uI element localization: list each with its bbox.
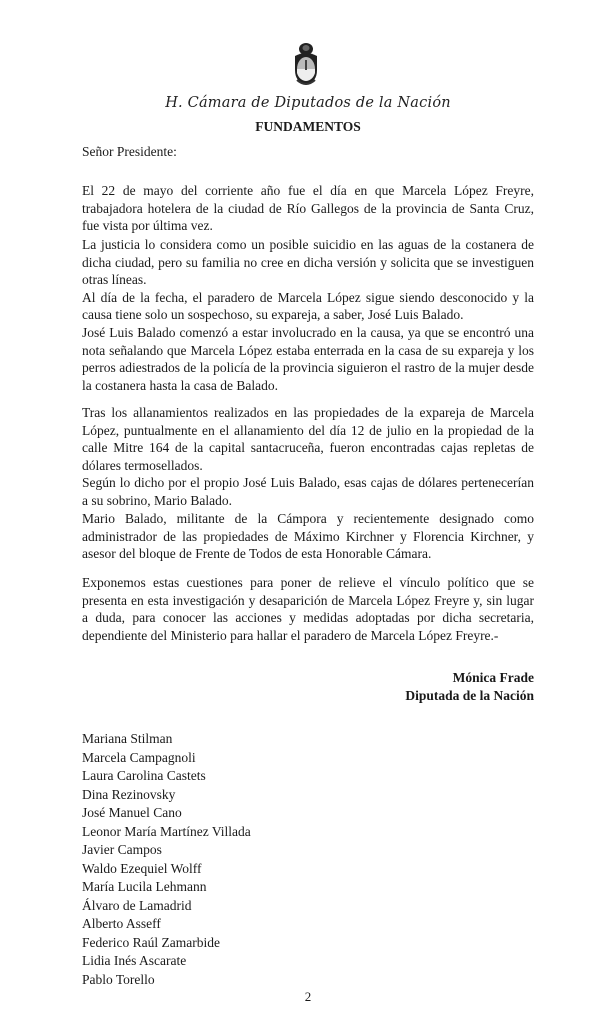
paragraph-text: La justicia lo considera como un posible suicidio en las aguas de la costanera de dicha ciudad, pero su familia no cree en dicha versión y solicita que se investiguen otras líneas. <box>82 237 534 287</box>
paragraph-text: Al día de la fecha, el paradero de Marcela López sigue siendo desconocido y la causa tiene solo un sospechoso, su expareja, a saber, José Luis Balado. <box>82 289 534 322</box>
paragraph-6 <box>82 574 534 644</box>
paragraph-text: José Luis Balado comenzó a estar involucrado en la causa, ya que se encontró una nota señalando que Marcela López estaba enterrada en la casa de su expareja y los perros adiestrados de la policía de la provincia siguieron el rastro de la mujer desde la costanera hasta la casa de Balado. <box>82 325 534 393</box>
salutation: Señor Presidente: <box>82 144 177 159</box>
paragraph-5 <box>82 510 534 563</box>
paragraph-text: Según lo dicho por el propio José Luis Balado, esas cajas de dólares pertenecerían a su sobrino, Mario Balado. <box>82 475 534 508</box>
paragraph-2 <box>82 236 534 324</box>
cosigner: Leonor María Martínez Villada <box>82 823 251 839</box>
section-title: FUNDAMENTOS <box>255 119 361 134</box>
cosigner-list <box>82 730 251 989</box>
paragraph-text: Mario Balado, militante de la Cámpora y recientemente designado como administrador de las propiedades de Máximo Kirchner y Florencia Kirchner, y asesor del bloque de Frente de Todos de esta Honorable Cámara. <box>82 511 534 561</box>
paragraph-1 <box>82 182 534 235</box>
chamber-name: H. Cámara de Diputados de la Nación <box>165 95 451 111</box>
cosigner: José Manuel Cano <box>82 805 182 820</box>
argentine-coat-of-arms-icon <box>291 40 321 88</box>
cosigner: Álvaro de Lamadrid <box>82 897 192 913</box>
signatory-title: Diputada de la Nación <box>405 688 534 703</box>
page-number: 2 <box>304 989 312 1004</box>
cosigner: Alberto Asseff <box>82 916 161 931</box>
cosigner: Federico Raúl Zamarbide <box>82 934 220 950</box>
cosigner: Javier Campos <box>82 842 162 857</box>
cosigner: Mariana Stilman <box>82 731 173 746</box>
cosigner: Lidia Inés Ascarate <box>82 953 187 968</box>
paragraph-text: El 22 de mayo del corriente año fue el día en que Marcela López Freyre, trabajadora hotelera de la ciudad de Río Gallegos de la provincia de Santa Cruz, fue vista por última vez. <box>82 183 534 233</box>
paragraph-text: Tras los allanamientos realizados en las propiedades de la expareja de Marcela López, puntualmente en el allanamiento del día 12 de julio en la propiedad de la calle Mitre 164 de la capital santacruceña, fueron encontradas cajas repletas de dólares termosellados. <box>82 405 534 473</box>
paragraph-text: Exponemos estas cuestiones para poner de relieve el vínculo político que se presenta en esta investigación y desaparición de Marcela López Freyre y, sin lugar a duda, para conocer las acciones y medidas adoptadas por dicha secretaria, dependiente del Ministerio para hallar el paradero de Marcela López Freyre.- <box>82 575 534 643</box>
cosigner: María Lucila Lehmann <box>82 879 207 894</box>
signatory-name: Mónica Frade <box>452 670 534 685</box>
cosigner: Pablo Torello <box>82 971 155 987</box>
cosigner: Marcela Campagnoli <box>82 749 196 765</box>
paragraph-4 <box>82 404 534 509</box>
paragraph-3 <box>82 324 534 394</box>
cosigner: Waldo Ezequiel Wolff <box>82 860 202 876</box>
cosigner: Dina Rezinovsky <box>82 786 176 802</box>
cosigner: Laura Carolina Castets <box>82 768 206 783</box>
